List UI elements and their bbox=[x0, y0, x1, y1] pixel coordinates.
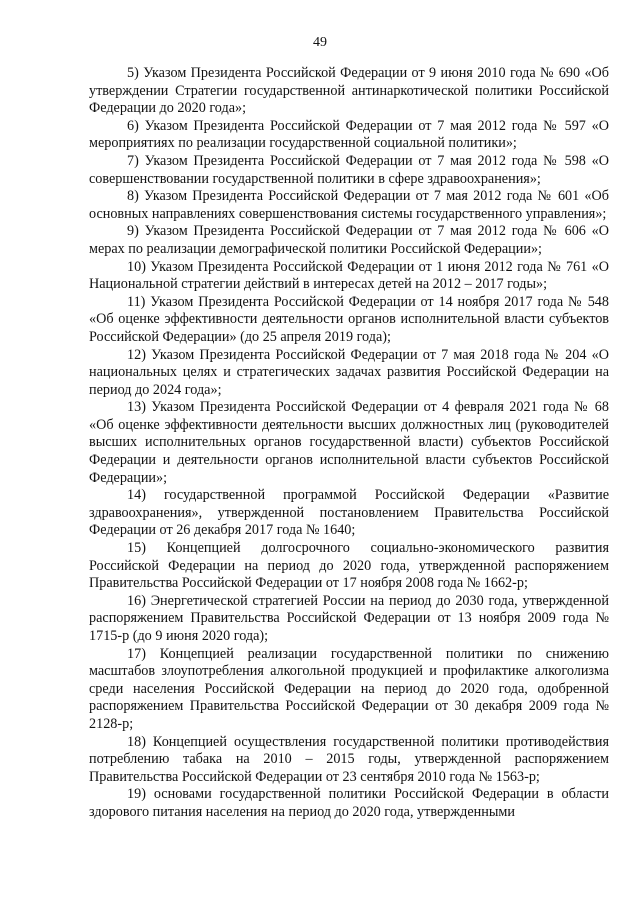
list-item: 15) Концепцией долгосрочного социально-экономического развития Российской Федерации на период до 2020 года, утвержденной распоряжением Правительства Российской Федерации от 17 ноября 2008 года № 1662-р; bbox=[89, 540, 609, 592]
list-item: 6) Указом Президента Российской Федерации от 7 мая 2012 года № 597 «О мероприятиях по реализации государственной социальной политики»; bbox=[89, 117, 609, 152]
list-item: 5) Указом Президента Российской Федерации от 9 июня 2010 года № 690 «Об утверждении Стратегии государственной антинаркотической политики Российской Федерации до 2020 года»; bbox=[89, 65, 609, 117]
document-body bbox=[89, 65, 609, 822]
list-item: 16) Энергетической стратегией России на период до 2030 года, утвержденной распоряжением Правительства Российской Федерации от 13 ноября 2009 года № 1715-р (до 9 июня 2020 года); bbox=[89, 592, 609, 644]
list-item: 17) Концепцией реализации государственной политики по снижению масштабов злоупотребления алкогольной продукцией и профилактике алкоголизма среди населения Российской Федерации на период до 2020 года, одобренной распоряжением Правительства Российской Федерации от 30 декабря 2009 года № 2128-р; bbox=[89, 645, 609, 732]
list-item: 11) Указом Президента Российской Федерации от 14 ноября 2017 года № 548 «Об оценке эффективности деятельности органов исполнительной власти субъектов Российской Федерации» (до 25 апреля 2019 года); bbox=[89, 293, 609, 345]
list-item: 10) Указом Президента Российской Федерации от 1 июня 2012 года № 761 «О Национальной стратегии действий в интересах детей на 2012 – 2017 годы»; bbox=[89, 258, 609, 293]
list-item: 18) Концепцией осуществления государственной политики противодействия потреблению табака на 2010 – 2015 годы, утвержденной распоряжением Правительства Российской Федерации от 23 сентября 2010 года № 1563-р; bbox=[89, 733, 609, 785]
list-item: 19) основами государственной политики Российской Федерации в области здорового питания населения на период до 2020 года, утвержденными bbox=[89, 786, 609, 820]
list-item: 14) государственной программой Российской Федерации «Развитие здравоохранения», утвержденной постановлением Правительства Российской Федерации от 26 декабря 2017 года № 1640; bbox=[89, 487, 609, 539]
list-item: 13) Указом Президента Российской Федерации от 4 февраля 2021 года № 68 «Об оценке эффективности деятельности высших должностных лиц (руководителей высших исполнительных органов государственной власти) субъектов Российской Федерации и деятельности органов исполнительной власти субъектов Российской Федерации»; bbox=[89, 399, 609, 486]
list-item: 7) Указом Президента Российской Федерации от 7 мая 2012 года № 598 «О совершенствовании государственной политики в сфере здравоохранения»; bbox=[89, 152, 609, 187]
list-item: 12) Указом Президента Российской Федерации от 7 мая 2018 года № 204 «О национальных целях и стратегических задачах развития Российской Федерации на период до 2024 года»; bbox=[89, 346, 609, 398]
list-item: 8) Указом Президента Российской Федерации от 7 мая 2012 года № 601 «Об основных направлениях совершенствования системы государственного управления»; bbox=[89, 188, 609, 222]
list-item: 9) Указом Президента Российской Федерации от 7 мая 2012 года № 606 «О мерах по реализации демографической политики Российской Федерации»; bbox=[89, 223, 609, 257]
page-number: 49 bbox=[313, 35, 327, 50]
